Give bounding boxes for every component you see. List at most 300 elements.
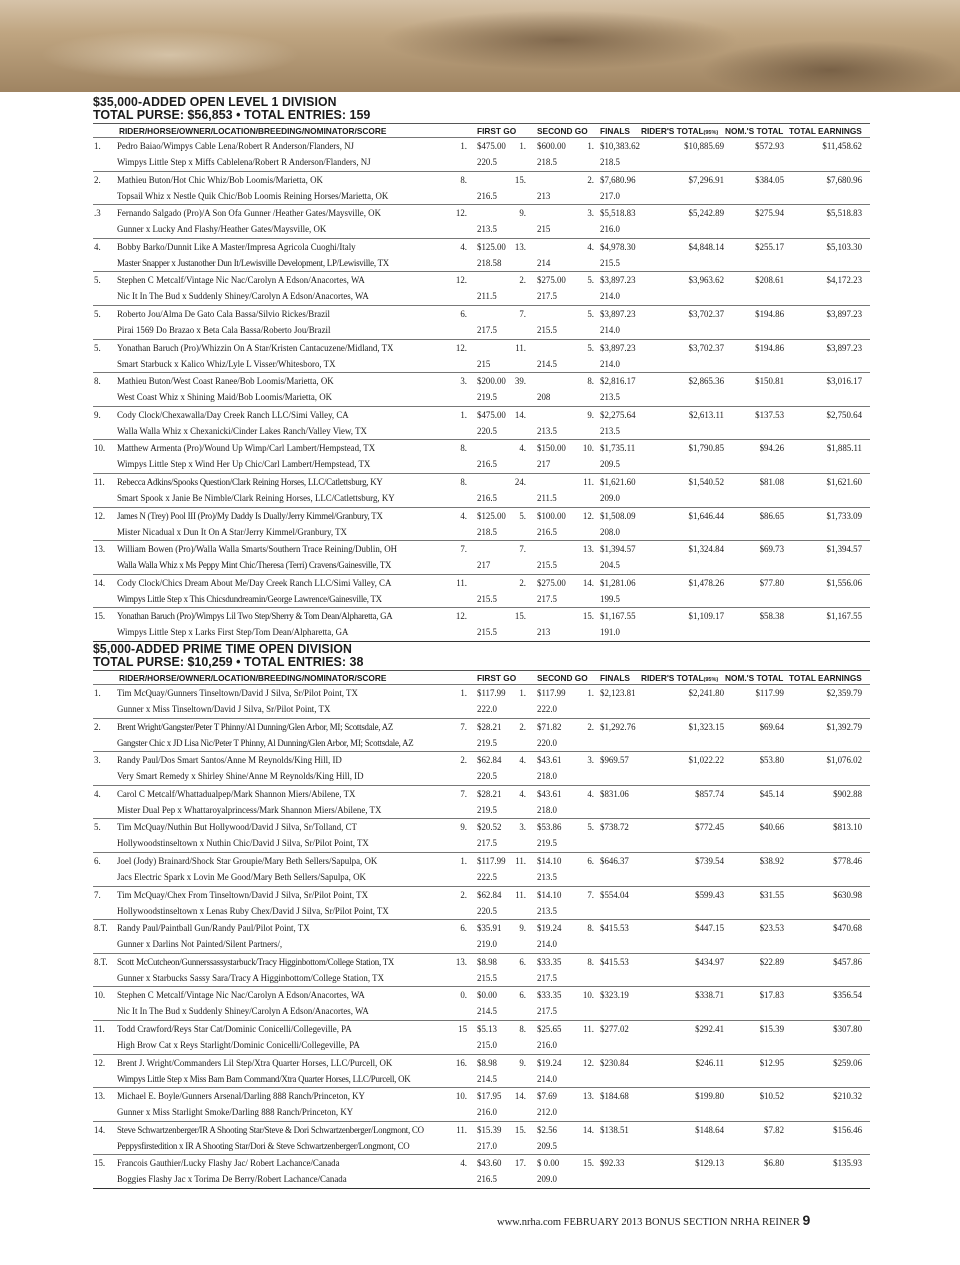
riders-total: $3,963.62 — [688, 275, 724, 286]
finals-earnings: $323.19 — [600, 990, 629, 1001]
second-go-place: 2. — [519, 275, 526, 286]
finals-earnings: $2,275.64 — [600, 409, 636, 420]
place: 4. — [94, 788, 101, 799]
second-go-place: 1. — [519, 141, 526, 151]
table-row — [93, 137, 870, 171]
col-first-go: FIRST GO — [477, 126, 517, 136]
nominators-total: $10.52 — [759, 1091, 784, 1102]
first-go-score: 216.0 — [477, 1107, 497, 1118]
finals-score: 199.5 — [600, 593, 620, 604]
breeding-nominator: Walla Walla Whiz x Ms Peppy Mint Chic/Theresa (Terri) Cravens/Gainesville, TX — [117, 560, 392, 571]
col-riders-pct: (95%) — [703, 130, 719, 136]
finals-earnings: $3,897.23 — [600, 342, 636, 353]
riders-total: $2,241.80 — [688, 688, 724, 698]
division-title: $5,000-ADDED PRIME TIME OPEN DIVISION — [93, 642, 352, 656]
second-go-earnings: $71.82 — [537, 721, 562, 732]
table-row — [93, 439, 870, 473]
finals-earnings: $1,167.55 — [600, 611, 636, 622]
riders-total: $1,022.22 — [688, 755, 724, 766]
total-earnings: $813.10 — [833, 822, 862, 833]
place: 14. — [94, 577, 106, 588]
place: 2. — [94, 721, 101, 732]
breeding-nominator: Boggies Flashy Jac x Torima De Berry/Robert Lachance/Canada — [117, 1174, 347, 1185]
table-row — [93, 238, 870, 272]
breeding-nominator: Gangster Chic x JD Lisa Nic/Peter T Phinny, Al Dunning/Glen Arbor, MI; Scottsdale, AZ — [117, 737, 414, 748]
finals-earnings: $3,897.23 — [600, 275, 636, 286]
first-go-place: 8. — [460, 476, 467, 487]
place: 8.T. — [94, 923, 108, 934]
rider-horse-owner: Tim McQuay/Chex From Tinseltown/David J Silva, Sr/Pilot Point, TX — [117, 889, 369, 900]
finals-place: 5. — [587, 342, 594, 353]
first-go-place: 2. — [460, 889, 467, 900]
first-go-score: 219.5 — [477, 392, 497, 403]
nominators-total: $53.80 — [759, 755, 784, 766]
breeding-nominator: Gunner x Starbucks Sassy Sara/Tracy A Higginbottom/College Station, TX — [117, 972, 384, 983]
riders-total: $434.97 — [695, 956, 724, 967]
riders-total: $2,865.36 — [688, 376, 724, 387]
place: 7. — [94, 889, 101, 900]
second-go-score: 217.5 — [537, 1006, 557, 1017]
table-row — [93, 1121, 870, 1155]
rider-horse-owner: Tim McQuay/Gunners Tinseltown/David J Silva, Sr/Pilot Point, TX — [117, 688, 358, 698]
total-earnings: $3,897.23 — [826, 308, 862, 319]
first-go-place: 13. — [455, 956, 467, 967]
finals-earnings: $277.02 — [600, 1023, 629, 1034]
col-finals: FINALS — [600, 126, 630, 136]
first-go-earnings: $117.99 — [477, 688, 506, 698]
rider-horse-owner: Steve Schwartzenberger/IR A Shooting Star/Steve & Dori Schwartzenberger/Longmont, CO — [117, 1124, 424, 1135]
riders-total: $1,646.44 — [688, 510, 724, 521]
rider-horse-owner: Stephen C Metcalf/Vintage Nic Nac/Carolyn A Edson/Anacortes, WA — [117, 990, 365, 1001]
col-finals: FINALS — [600, 673, 630, 683]
total-earnings: $470.68 — [833, 923, 862, 934]
rider-horse-owner: Mathieu Buton/West Coast Ranee/Bob Loomis/Marietta, OK — [117, 376, 334, 387]
total-earnings: $778.46 — [833, 855, 862, 866]
breeding-nominator: Smart Spook x Janie Be Nimble/Clark Reining Horses, LLC/Catlettsburg, KY — [117, 492, 395, 503]
rider-horse-owner: Joel (Jody) Brainard/Shock Star Groupie/Mary Beth Sellers/Sapulpa, OK — [117, 855, 378, 866]
nominators-total: $40.66 — [759, 822, 784, 833]
finals-place: 4. — [587, 788, 594, 799]
table-row — [93, 372, 870, 406]
finals-place: 5. — [587, 275, 594, 286]
footer-text: www.nrha.com FEBRUARY 2013 BONUS SECTION NRHA REINER — [497, 1217, 800, 1228]
division-totals: TOTAL PURSE: $56,853 • TOTAL ENTRIES: 159 — [93, 108, 371, 122]
first-go-place: 10. — [455, 1091, 467, 1102]
place: 8. — [94, 376, 101, 387]
finals-earnings: $138.51 — [600, 1124, 629, 1135]
riders-total: $739.54 — [695, 855, 724, 866]
total-earnings: $1,556.06 — [826, 577, 862, 588]
first-go-score: 217.5 — [477, 324, 497, 335]
first-go-score: 217.0 — [477, 1140, 497, 1151]
breeding-nominator: Nic It In The Bud x Suddenly Shiney/Carolyn A Edson/Anacortes, WA — [117, 291, 369, 302]
second-go-place: 11. — [515, 855, 526, 866]
finals-place: 8. — [587, 956, 594, 967]
first-go-score: 215.5 — [477, 593, 497, 604]
riders-total: $1,323.15 — [688, 721, 724, 732]
second-go-place: 4. — [519, 755, 526, 766]
finals-earnings: $554.04 — [600, 889, 629, 900]
total-earnings: $5,518.83 — [826, 208, 862, 219]
second-go-earnings: $600.00 — [537, 141, 566, 151]
first-go-score: 216.5 — [477, 190, 497, 201]
breeding-nominator: Wimpys Little Step x Miffs Cablelena/Robert R Anderson/Flanders, NJ — [117, 157, 371, 167]
finals-place: 11. — [583, 1023, 594, 1034]
first-go-score: 222.5 — [477, 871, 497, 882]
second-go-place: 11. — [515, 342, 526, 353]
place: 12. — [94, 1057, 106, 1068]
first-go-score: 220.5 — [477, 905, 497, 916]
first-go-place: 4. — [460, 510, 467, 521]
breeding-nominator: Wimpys Little Step x Wind Her Up Chic/Carl Lambert/Hempstead, TX — [117, 459, 371, 470]
first-go-score: 215.5 — [477, 627, 497, 638]
finals-place: 1. — [587, 141, 594, 151]
first-go-earnings: $35.91 — [477, 923, 502, 934]
total-earnings: $1,733.09 — [826, 510, 862, 521]
place: 11. — [94, 1023, 105, 1034]
total-earnings: $3,897.23 — [826, 342, 862, 353]
breeding-nominator: Master Snapper x Justanother Dun It/Lewisville Development, LP/Lewisville, TX — [117, 257, 389, 268]
finals-score: 214.0 — [600, 358, 620, 369]
riders-total: $338.71 — [695, 990, 724, 1001]
first-go-place: 3. — [460, 376, 467, 387]
table-row — [93, 852, 870, 886]
breeding-nominator: Topsail Whiz x Nestle Quik Chic/Bob Loomis Reining Horses/Marietta, OK — [117, 190, 389, 201]
finals-earnings: $230.84 — [600, 1057, 629, 1068]
nominators-total: $77.80 — [759, 577, 784, 588]
finals-score: 217.0 — [600, 190, 620, 201]
second-go-score: 216.0 — [537, 1039, 557, 1050]
page-number: 9 — [802, 1212, 811, 1228]
first-go-earnings: $28.21 — [477, 788, 502, 799]
division-totals: TOTAL PURSE: $10,259 • TOTAL ENTRIES: 38 — [93, 655, 364, 669]
breeding-nominator: Hollywoodstinseltown x Lenas Ruby Chex/David J Silva, Sr/Pilot Point, TX — [117, 905, 389, 916]
finals-place: 13. — [582, 544, 594, 555]
rider-horse-owner: William Bowen (Pro)/Walla Walla Smarts/Southern Trace Reining/Dublin, OH — [117, 544, 398, 555]
second-go-earnings: $43.61 — [537, 755, 562, 766]
first-go-place: 7. — [460, 721, 467, 732]
second-go-earnings: $7.69 — [537, 1091, 557, 1102]
table-row — [93, 718, 870, 752]
place: .3 — [94, 208, 101, 219]
table-row — [93, 953, 870, 987]
finals-place: 14. — [582, 1124, 594, 1135]
table-row — [93, 1154, 870, 1188]
first-go-score: 216.5 — [477, 459, 497, 470]
finals-place: 12. — [582, 510, 594, 521]
total-earnings: $3,016.17 — [826, 376, 862, 387]
nominators-total: $117.99 — [755, 688, 784, 698]
header-photo-band — [0, 0, 960, 92]
second-go-score: 218.5 — [537, 157, 557, 167]
first-go-score: 217.5 — [477, 838, 497, 849]
finals-place: 11. — [583, 476, 594, 487]
second-go-place: 4. — [519, 788, 526, 799]
total-earnings: $135.93 — [833, 1158, 862, 1169]
riders-total: $1,109.17 — [688, 611, 724, 622]
total-earnings: $2,359.79 — [826, 688, 862, 698]
finals-place: 6. — [587, 855, 594, 866]
riders-total: $10,885.69 — [684, 141, 724, 151]
riders-total: $5,242.89 — [688, 208, 724, 219]
first-go-place: 12. — [455, 342, 467, 353]
finals-place: 7. — [587, 889, 594, 900]
second-go-score: 213 — [537, 190, 551, 201]
photo-highlight — [40, 30, 300, 80]
second-go-score: 222.0 — [537, 704, 557, 714]
table-row — [93, 507, 870, 541]
first-go-place: 12. — [455, 208, 467, 219]
second-go-place: 9. — [519, 208, 526, 219]
finals-place: 3. — [587, 755, 594, 766]
finals-place: 1. — [587, 688, 594, 698]
place: 1. — [94, 688, 101, 698]
nominators-total: $69.64 — [759, 721, 784, 732]
second-go-score: 213.5 — [537, 425, 557, 436]
second-go-earnings: $53.86 — [537, 822, 562, 833]
rider-horse-owner: Roberto Jou/Alma De Gato Cala Bassa/Silvio Rickes/Brazil — [117, 308, 330, 319]
riders-total: $1,790.85 — [688, 443, 724, 454]
finals-score: 215.5 — [600, 257, 620, 268]
second-go-place: 17. — [514, 1158, 526, 1169]
nominators-total: $23.53 — [759, 923, 784, 934]
table-row — [93, 339, 870, 373]
second-go-score: 214.0 — [537, 939, 557, 950]
breeding-nominator: Wimpys Little Step x Miss Bam Bam Command/Xtra Quarter Horses, LLC/Purcell, OK — [117, 1073, 411, 1084]
first-go-score: 218.58 — [477, 257, 502, 268]
first-go-place: 11. — [456, 1124, 467, 1135]
nominators-total: $6.80 — [764, 1158, 784, 1169]
rider-horse-owner: Carol C Metcalf/Whattadualpep/Mark Shannon Miers/Abilene, TX — [117, 788, 356, 799]
total-earnings: $1,394.57 — [826, 544, 862, 555]
col-riders-pct: (95%) — [703, 677, 719, 683]
col-second-go: SECOND GO — [537, 673, 588, 683]
first-go-earnings: $125.00 — [477, 241, 506, 252]
col-riders-total — [641, 673, 718, 683]
first-go-place: 12. — [455, 275, 467, 286]
second-go-score: 217.5 — [537, 291, 557, 302]
second-go-earnings: $ 0.00 — [537, 1158, 560, 1169]
col-riders-total-label: RIDER'S TOTAL — [641, 126, 704, 136]
breeding-nominator: Wimpys Little Step x This Chicsdundreamin/George Lawrence/Gainesville, TX — [117, 593, 382, 604]
rider-horse-owner: Randy Paul/Paintball Gun/Randy Paul/Pilot Point, TX — [117, 923, 310, 934]
nominators-total: $31.55 — [759, 889, 784, 900]
finals-earnings: $5,518.83 — [600, 208, 636, 219]
first-go-earnings: $125.00 — [477, 510, 506, 521]
second-go-place: 7. — [519, 308, 526, 319]
finals-place: 14. — [582, 577, 594, 588]
total-earnings: $457.86 — [833, 956, 862, 967]
finals-earnings: $1,735.11 — [600, 443, 636, 454]
total-earnings: $2,750.64 — [826, 409, 862, 420]
rider-horse-owner: Bobby Barko/Dunnit Like A Master/Impresa Agricola Cuoghi/Italy — [117, 241, 356, 252]
place: 8.T. — [94, 956, 108, 967]
place: 10. — [94, 990, 106, 1001]
second-go-score: 213.5 — [537, 905, 557, 916]
place: 11. — [94, 476, 105, 487]
finals-place: 9. — [587, 409, 594, 420]
breeding-nominator: Pirai 1569 Do Brazao x Beta Cala Bassa/Roberto Jou/Brazil — [117, 324, 331, 335]
breeding-nominator: Nic It In The Bud x Suddenly Shiney/Carolyn A Edson/Anacortes, WA — [117, 1006, 369, 1017]
first-go-earnings: $8.98 — [477, 956, 497, 967]
first-go-place: 8. — [460, 174, 467, 185]
rider-horse-owner: Cody Clock/Chics Dream About Me/Day Creek Ranch LLC/Simi Valley, CA — [117, 577, 392, 588]
place: 6. — [94, 855, 101, 866]
second-go-place: 14. — [514, 1091, 526, 1102]
table-row — [93, 540, 870, 574]
table-row — [93, 574, 870, 608]
place: 2. — [94, 174, 101, 185]
first-go-earnings: $0.00 — [477, 990, 497, 1001]
second-go-place: 2. — [519, 577, 526, 588]
finals-score: 218.5 — [600, 157, 620, 167]
finals-earnings: $1,292.76 — [600, 721, 636, 732]
nominators-total: $384.05 — [755, 174, 784, 185]
second-go-score: 208 — [537, 392, 551, 403]
first-go-earnings: $43.60 — [477, 1158, 502, 1169]
total-earnings: $5,103.30 — [826, 241, 862, 252]
finals-score: 213.5 — [600, 425, 620, 436]
table-row — [93, 204, 870, 238]
finals-score: 214.0 — [600, 291, 620, 302]
first-go-score: 211.5 — [477, 291, 497, 302]
second-go-earnings: $25.65 — [537, 1023, 562, 1034]
finals-place: 4. — [587, 241, 594, 252]
second-go-score: 213 — [537, 627, 551, 638]
second-go-place: 6. — [519, 990, 526, 1001]
second-go-earnings: $150.00 — [537, 443, 566, 454]
second-go-place: 1. — [519, 688, 526, 698]
finals-earnings: $2,816.17 — [600, 376, 636, 387]
rider-horse-owner: Yonathan Baruch (Pro)/Wimpys Lil Two Step/Sherry & Tom Dean/Alpharetta, GA — [117, 611, 393, 622]
col-riders-total — [641, 126, 718, 136]
nominators-total: $12.95 — [759, 1057, 784, 1068]
finals-place: 15. — [582, 1158, 594, 1169]
first-go-score: 216.5 — [477, 1174, 497, 1185]
column-headers — [93, 671, 870, 684]
finals-earnings: $10,383.62 — [600, 141, 640, 151]
rider-horse-owner: Cody Clock/Chexawalla/Day Creek Ranch LLC/Simi Valley, CA — [117, 409, 349, 420]
rider-horse-owner: Rebecca Adkins/Spooks Question/Clark Reining Horses, LLC/Catlettsburg, KY — [117, 476, 383, 487]
table-row — [93, 684, 870, 718]
finals-earnings: $2,123.81 — [600, 688, 636, 698]
first-go-earnings: $62.84 — [477, 889, 502, 900]
table-row — [93, 607, 870, 641]
breeding-nominator: Very Smart Remedy x Shirley Shine/Anne M Reynolds/King Hill, ID — [117, 771, 364, 782]
first-go-place: 7. — [460, 544, 467, 555]
riders-total: $3,702.37 — [688, 308, 724, 319]
first-go-score: 219.5 — [477, 737, 497, 748]
finals-earnings: $4,978.30 — [600, 241, 636, 252]
second-go-place: 15. — [514, 611, 526, 622]
finals-earnings: $969.57 — [600, 755, 629, 766]
col-rider: RIDER/HORSE/OWNER/LOCATION/BREEDING/NOMINATOR/SCORE — [119, 126, 387, 136]
riders-total: $2,613.11 — [688, 409, 724, 420]
place: 13. — [94, 1091, 106, 1102]
photo-shade — [700, 40, 960, 92]
first-go-place: 0. — [460, 990, 467, 1001]
table-row — [93, 785, 870, 819]
nominators-total: $15.39 — [759, 1023, 784, 1034]
col-riders-total-label: RIDER'S TOTAL — [641, 673, 704, 683]
total-earnings: $902.88 — [833, 788, 862, 799]
rider-horse-owner: Brent J. Wright/Commanders Lil Step/Xtra Quarter Horses, LLC/Purcell, OK — [117, 1057, 393, 1068]
second-go-score: 212.0 — [537, 1107, 557, 1118]
first-go-earnings: $15.39 — [477, 1124, 502, 1135]
col-rider: RIDER/HORSE/OWNER/LOCATION/BREEDING/NOMINATOR/SCORE — [119, 673, 387, 683]
table-row — [93, 986, 870, 1020]
first-go-score: 217 — [477, 560, 491, 571]
riders-total: $447.15 — [695, 923, 724, 934]
second-go-place: 6. — [519, 956, 526, 967]
second-go-score: 217.5 — [537, 593, 557, 604]
finals-place: 12. — [582, 1057, 594, 1068]
open-level-1-division — [93, 96, 870, 642]
first-go-place: 6. — [460, 308, 467, 319]
finals-earnings: $92.33 — [600, 1158, 625, 1169]
total-earnings: $1,621.60 — [826, 476, 862, 487]
nominators-total: $86.65 — [759, 510, 784, 521]
second-go-earnings: $33.35 — [537, 956, 562, 967]
first-go-place: 1. — [460, 409, 467, 420]
first-go-score: 214.5 — [477, 1073, 497, 1084]
second-go-earnings: $33.35 — [537, 990, 562, 1001]
col-first-go: FIRST GO — [477, 673, 517, 683]
divider — [93, 1188, 870, 1189]
nominators-total: $275.94 — [755, 208, 784, 219]
riders-total: $1,478.26 — [688, 577, 724, 588]
second-go-place: 5. — [519, 510, 526, 521]
first-go-score: 220.5 — [477, 771, 497, 782]
rider-horse-owner: Francois Gauthier/Lucky Flashy Jac/ Robert Lachance/Canada — [117, 1158, 340, 1169]
second-go-place: 3. — [519, 822, 526, 833]
second-go-earnings: $100.00 — [537, 510, 566, 521]
total-earnings: $210.32 — [833, 1091, 862, 1102]
first-go-score: 215 — [477, 358, 491, 369]
second-go-place: 15. — [514, 1124, 526, 1135]
riders-total: $1,324.84 — [688, 544, 724, 555]
first-go-score: 218.5 — [477, 526, 497, 537]
col-nom-total: NOM.'S TOTAL — [725, 126, 784, 136]
finals-place: 10. — [582, 990, 594, 1001]
breeding-nominator: Gunner x Miss Tinseltown/David J Silva, Sr/Pilot Point, TX — [117, 704, 331, 714]
breeding-nominator: Gunner x Darlins Not Painted/Silent Partners/, — [117, 939, 283, 950]
total-earnings: $156.46 — [833, 1124, 862, 1135]
first-go-earnings: $17.95 — [477, 1091, 502, 1102]
riders-total: $7,296.91 — [688, 174, 724, 185]
second-go-score: 217 — [537, 459, 551, 470]
first-go-place: 4. — [460, 241, 467, 252]
table-row — [93, 1087, 870, 1121]
breeding-nominator: Smart Starbuck x Kalico Whiz/Lyle L Visser/Whitesboro, TX — [117, 358, 336, 369]
first-go-place: 1. — [460, 141, 467, 151]
place: 15. — [94, 1158, 106, 1169]
nominators-total: $208.61 — [755, 275, 784, 286]
rider-horse-owner: Yonathan Baruch (Pro)/Whizzin On A Star/Kristen Cantacuzene/Midland, TX — [117, 342, 394, 353]
place: 5. — [94, 275, 101, 286]
finals-earnings: $1,508.09 — [600, 510, 636, 521]
place: 5. — [94, 342, 101, 353]
first-go-earnings: $475.00 — [477, 141, 506, 151]
second-go-earnings: $275.00 — [537, 577, 566, 588]
first-go-score: 219.0 — [477, 939, 497, 950]
photo-shade — [380, 10, 740, 70]
table-row — [93, 271, 870, 305]
finals-earnings: $1,394.57 — [600, 544, 636, 555]
finals-place: 8. — [587, 923, 594, 934]
finals-score: 209.5 — [600, 459, 620, 470]
table-row — [93, 473, 870, 507]
